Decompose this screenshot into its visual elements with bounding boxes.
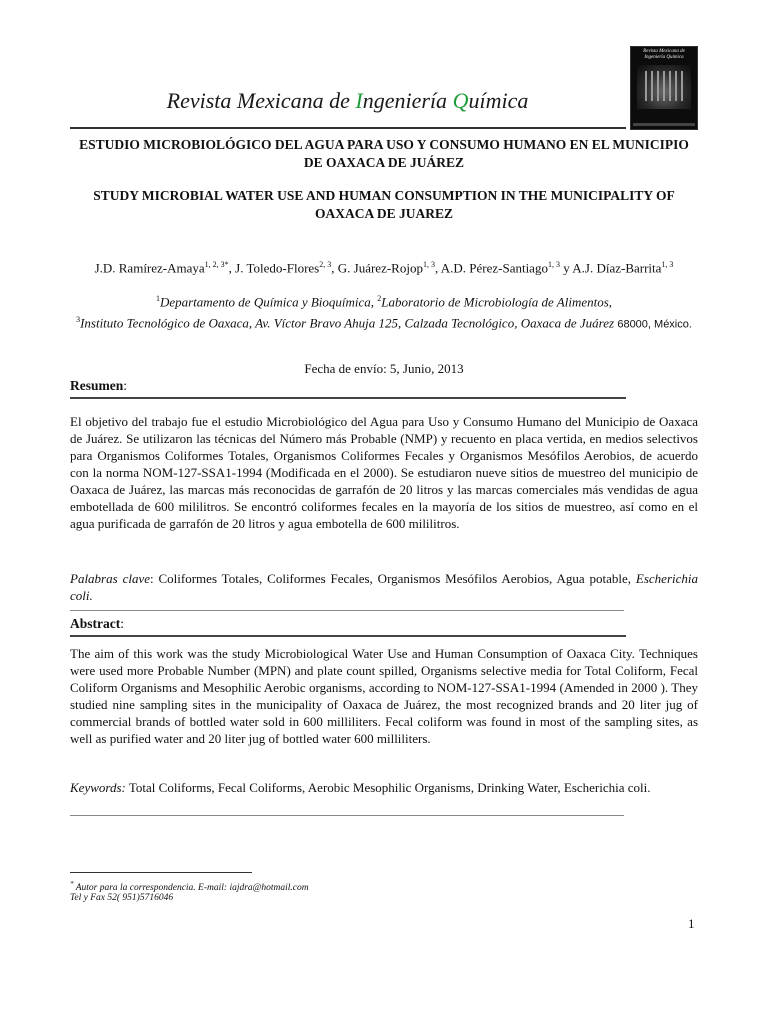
abstract-end-rule [70,815,624,816]
journal-title-i: I [355,88,363,113]
affil-1: Departamento de Química y Bioquímica, [159,294,378,310]
affil-1-mark: 1 [155,294,160,303]
abstract-heading [70,616,124,632]
affiliations [70,290,698,334]
abstract-keywords-text: Total Coliforms, Fecal Coliforms, Aerobic Mesophilic Organisms, Drinking Water, Escherichia coli. [125,780,651,795]
author-4: , A.D. Pérez-Santiago [434,260,548,276]
cover-title: Revista Mexicana de Ingeniería Química [643,49,685,60]
journal-title [70,88,625,114]
title-english: STUDY MICROBIAL WATER USE AND HUMAN CONSUMPTION IN THE MUNICIPALITY OF OAXACA DE JUAREZ [93,188,675,221]
journal-title-q: Q [452,88,469,113]
abstract-rule [70,635,626,637]
author-5-affil: 1, 3 [661,260,674,269]
affil-2-mark: 2 [377,294,382,303]
resumen-end-rule [70,610,624,611]
journal-cover-image [630,46,698,130]
header-rule [70,127,626,129]
footnote-star: * [70,880,74,888]
author-4-affil: 1, 3 [547,260,560,269]
author-2: , J. Toledo-Flores [228,260,320,276]
submission-date: Fecha de envío: 5, Junio, 2013 [304,361,464,376]
abstract-body: The aim of this work was the study Microbiological Water Use and Human Consumption of Oaxaca City. Techniques were used more Probable Number (MPN) and plate count spilled, Organisms selective media for Total Coliform, Fecal Coliform Organisms and Mesophilic Aerobic organisms, according to NOM-127-SSA1-1994 (Amended in 2000 ). They studied nine sampling sites in the municipality of Oaxaca de Juárez, the most recognized brands and 20 liter jug of commercial brands of bottled water sold in 600 milliliters. Fecal coliform was found in most of the sampling sites, as well as purified water and 20 liter jug of bottled water 600 milliliters. [70,646,698,746]
resumen-rule [70,397,626,399]
resumen-body: El objetivo del trabajo fue el estudio Microbiológico del Agua para Uso y Consumo Humano del Municipio de Oaxaca de Juárez. Se utilizaron las técnicas del Número más Probable (NMP) y recuento en placa vertida, en medios selectivos para Organismos Coliformes Totales, Organismos Coliformes Fecales y Organismos Mesófilos Aerobios, de acuerdo con la norma NOM-127-SSA1-1994 (Modificada en el 2000). Se estudiaron nueve sitios de muestreo del municipio de Oaxaca de Juárez, las marcas más reconocidas de garrafón de 20 litros y las marcas comerciales más vendidas de agua embotellada de 600 mililitros. Se encontró coliformes fecales en la mayoría de los sitios de muestreo, así como en el agua purificada de garrafón de 20 litros y agua embotella de 600 mililitros. [70,414,698,531]
author-3: , G. Juárez-Rojop [331,260,423,276]
resumen-keywords-label: Palabras clave [70,571,150,586]
affil-3-mark: 3 [76,315,81,325]
abstract-colon: : [120,616,125,631]
page-number: 1 [688,916,695,931]
affil-3: Instituto Tecnológico de Oaxaca, Av. Víctor Bravo Ahuja 125, Calzada Tecnológico, Oaxaca de Juárez [80,315,618,331]
affil-2: Laboratorio de Microbiología de Alimentos, [381,294,613,310]
resumen-colon: : [123,378,128,393]
resumen-keywords-text: : Coliformes Totales, Coliformes Fecales, Organismos Mesófilos Aerobios, Agua potable, [150,571,636,586]
abstract-keywords [70,779,698,796]
cover-figure [637,65,691,109]
affil-postal: 68000, México. [617,318,692,331]
abstract-heading-text: Abstract [70,616,121,631]
author-1: J.D. Ramírez-Amaya [94,260,205,276]
journal-title-suffix: uímica [468,88,529,113]
footnote-email: Autor para la correspondencia. E-mail: iajdra@hotmail.com [73,883,309,894]
journal-title-mid: ngeniería [362,88,453,113]
author-5: y A.J. Díaz-Barrita [559,260,662,276]
title-spanish: ESTUDIO MICROBIOLÓGICO DEL AGUA PARA USO Y CONSUMO HUMANO EN EL MUNICIPIO DE OAXACA DE JUÁREZ [79,137,689,170]
author-1-affil: 1, 2, 3* [204,260,229,269]
cover-footer-bar [633,123,695,126]
resumen-heading-text: Resumen [70,378,124,393]
author-3-affil: 1, 3 [422,260,435,269]
footnote-phone: Tel y Fax 52( 951)5716046 [70,893,174,903]
author-list [70,256,698,276]
resumen-keywords [70,570,698,604]
author-2-affil: 2, 3 [319,260,332,269]
resumen-heading [70,378,127,394]
resumen-keywords-italic: Escherichia coli. [70,571,698,603]
footnote-rule [70,872,252,873]
journal-title-prefix: Revista Mexicana de [166,88,356,113]
abstract-keywords-label: Keywords: [70,780,126,795]
